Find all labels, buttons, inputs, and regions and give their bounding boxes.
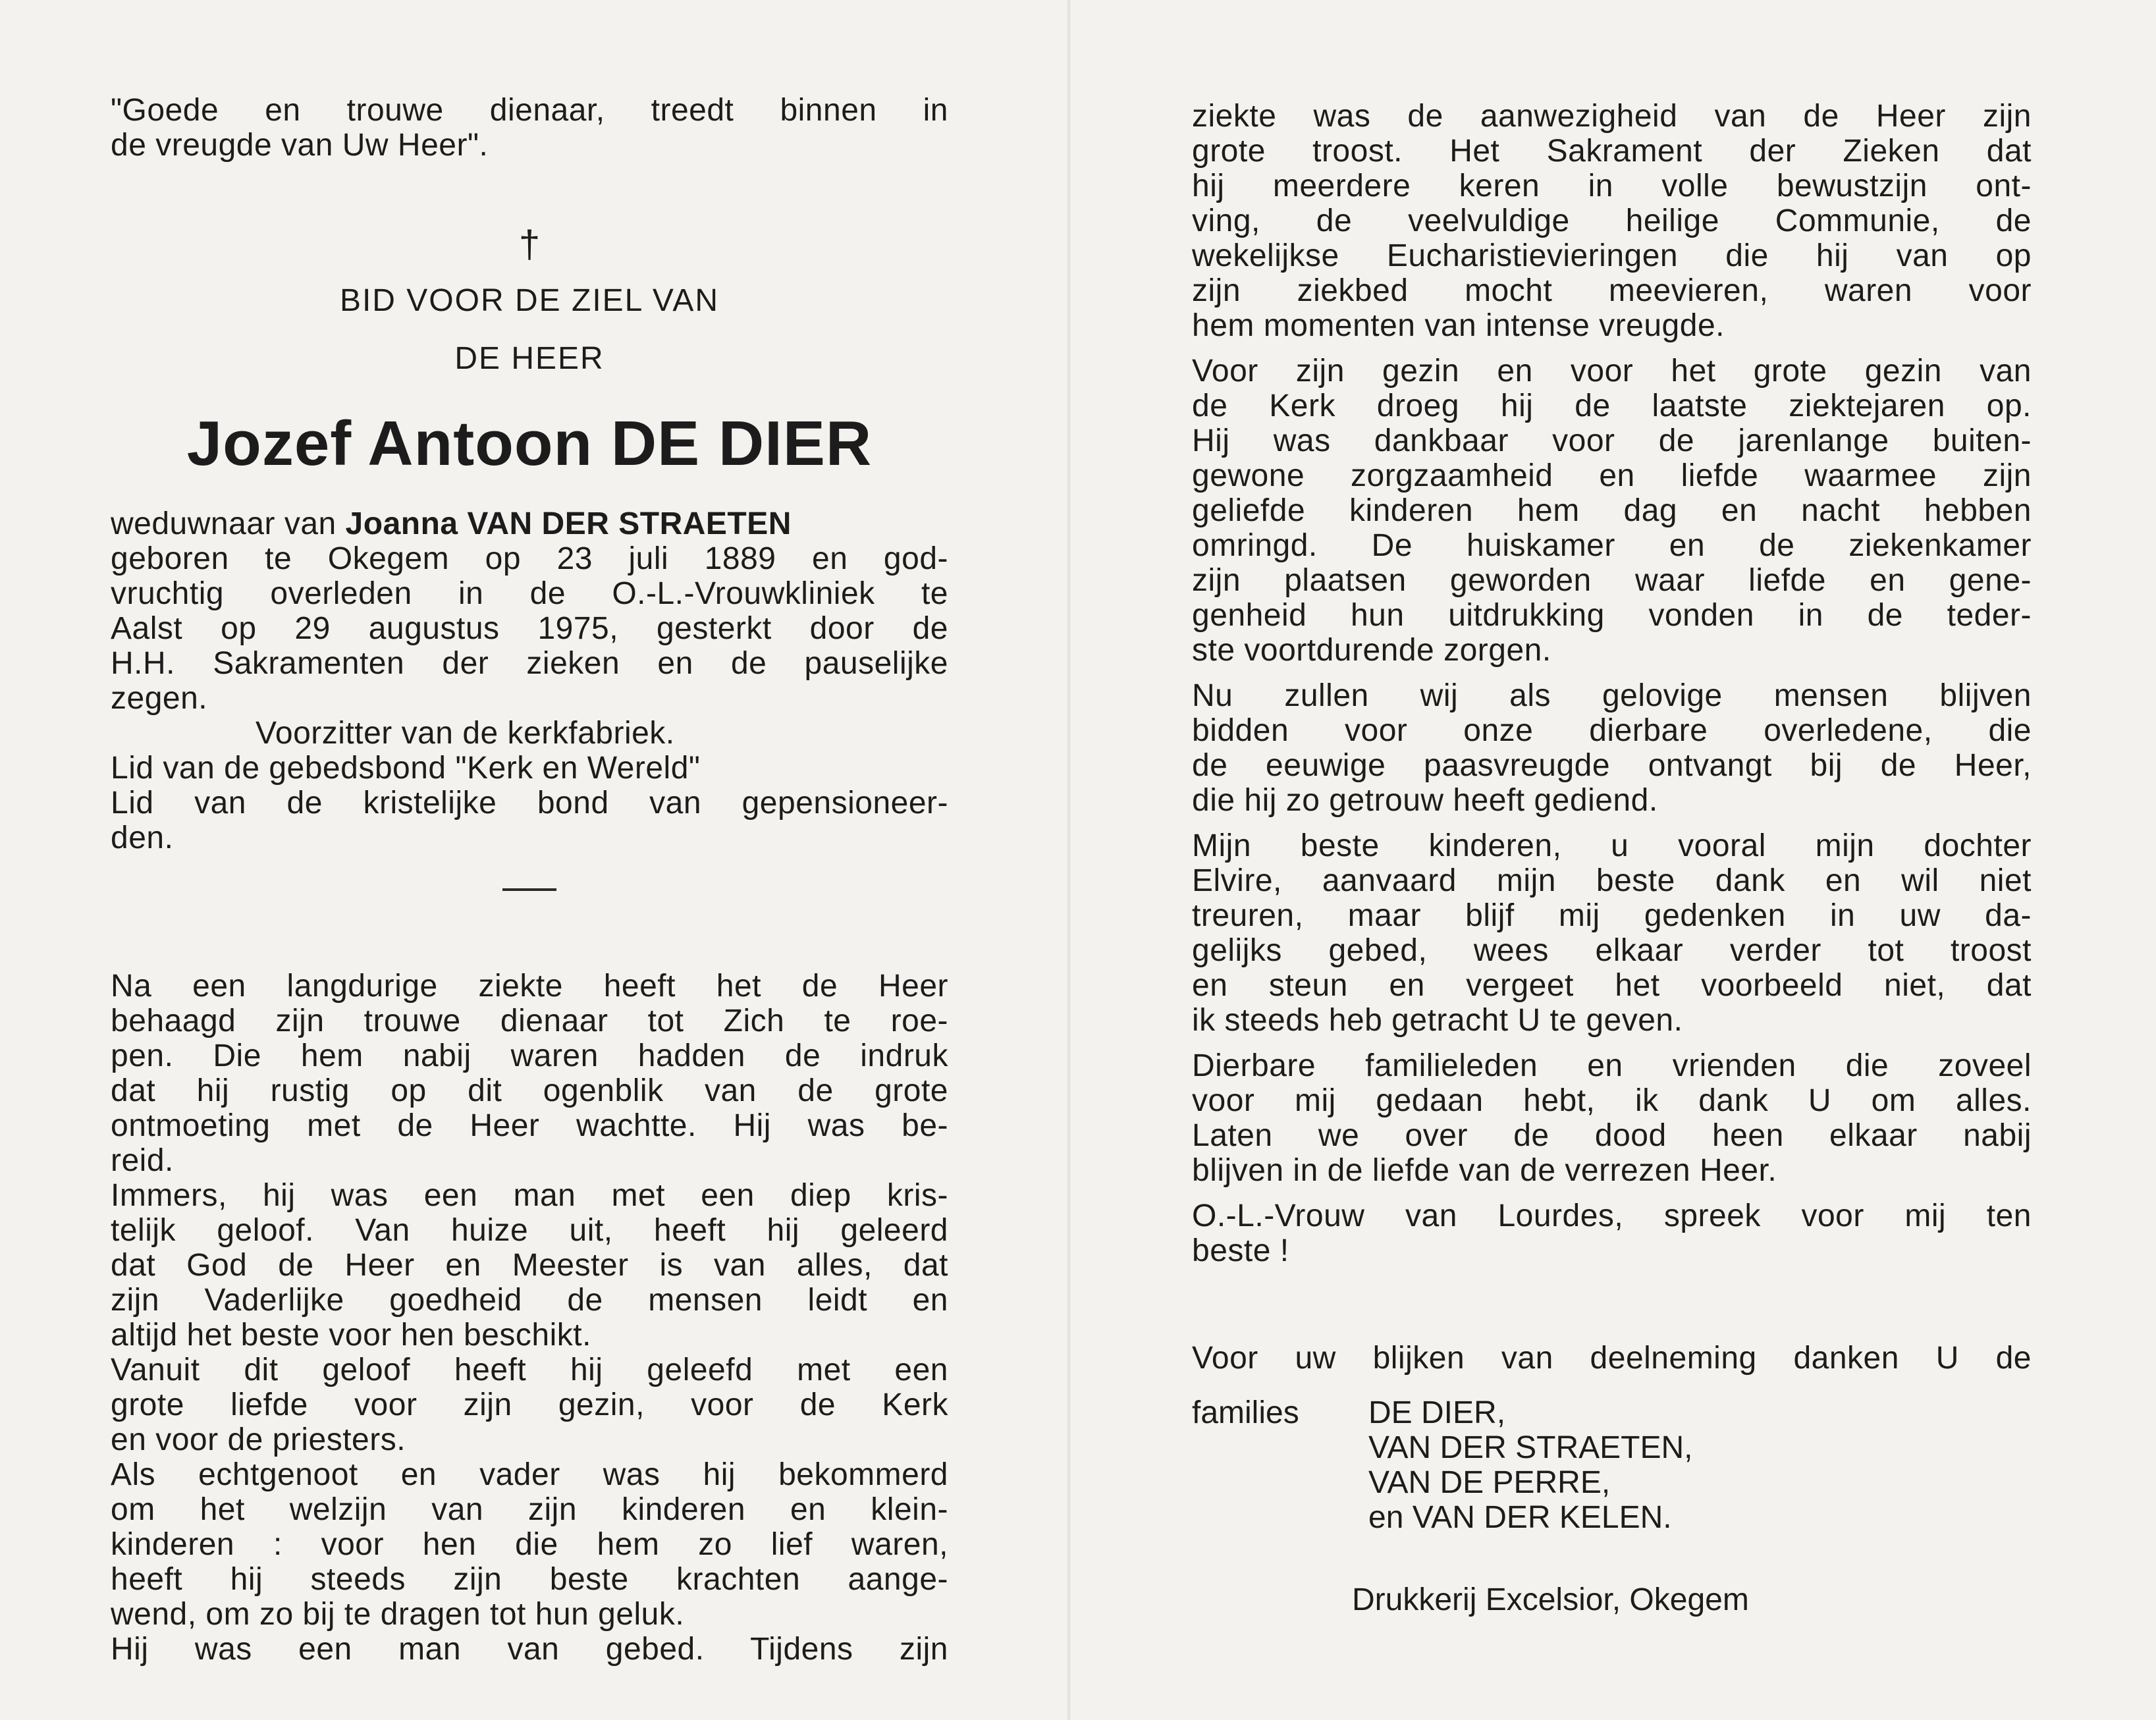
eulogy-line: heeft hij steeds zijn beste krachten aange- [111, 1562, 948, 1597]
paragraph-friends [1192, 1048, 2032, 1188]
left-panel [111, 0, 948, 1667]
text-line: Hij was dankbaar voor de jarenlange buiten- [1192, 423, 2032, 458]
thanks-line: Voor uw blijken van deelneming danken U de [1192, 1341, 2032, 1376]
quote-line: de vreugde van Uw Heer". [111, 128, 489, 163]
membership-line: Lid van de kristelijke bond van gepensioneer- [111, 786, 948, 820]
separator-rule [502, 888, 556, 891]
text-line: blijven in de liefde van de verrezen Heer. [1192, 1153, 1777, 1188]
text-line: en steun en vergeet het voorbeeld niet, dat [1192, 968, 2032, 1003]
eulogy-line: wend, om zo bij te dragen tot hun geluk. [111, 1597, 685, 1632]
eulogy-line: kinderen : voor hen die hem zo lief waren, [111, 1527, 948, 1562]
right-panel [1192, 0, 2032, 1617]
role-line: Voorzitter van de kerkfabriek. [256, 716, 675, 751]
eulogy-line: Als echtgenoot en vader was hij bekommerd [111, 1457, 948, 1492]
text-line: ste voortdurende zorgen. [1192, 633, 1551, 668]
text-line: omringd. De huiskamer en de ziekenkamer [1192, 528, 2032, 563]
eulogy-line: behaagd zijn trouwe dienaar tot Zich te roe- [111, 1004, 948, 1038]
text-line: ik steeds heb getracht U te geven. [1192, 1003, 1683, 1038]
eulogy-line: dat hij rustig op dit ogenblik van de grote [111, 1073, 948, 1108]
text-line: treuren, maar blijf mij gedenken in uw da- [1192, 898, 2032, 933]
eulogy-line: zijn Vaderlijke goedheid de mensen leidt en [111, 1283, 948, 1318]
text-line: grote troost. Het Sakrament der Zieken dat [1192, 134, 2032, 169]
widower-line [111, 506, 948, 541]
eulogy-line: Hij was een man van gebed. Tijdens zijn [111, 1632, 948, 1667]
paragraph-lourdes [1192, 1198, 2032, 1268]
text-line: de eeuwige paasvreugde ontvangt bij de Heer, [1192, 748, 2032, 783]
text-line: hij meerdere keren in volle bewustzijn ont- [1192, 169, 2032, 203]
biography [111, 506, 948, 855]
text-line: Elvire, aanvaard mijn beste dank en wil niet [1192, 863, 2032, 898]
text-line: hem momenten van intense vreugde. [1192, 308, 1725, 343]
eulogy-line: grote liefde voor zijn gezin, voor de Kerk [111, 1387, 948, 1422]
text-line: gewone zorgzaamheid en liefde waarmee zijn [1192, 458, 2032, 493]
eulogy-line: altijd het beste voor hen beschikt. [111, 1318, 591, 1353]
eulogy-line: Na een langdurige ziekte heeft het de Heer [111, 969, 948, 1004]
text-line: die hij zo getrouw heeft gediend. [1192, 783, 1658, 818]
card-fold [1067, 0, 1071, 1720]
paragraph-children [1192, 828, 2032, 1038]
eulogy-line: Immers, hij was een man met een diep kris- [111, 1178, 948, 1213]
eulogy-line: pen. Die hem nabij waren hadden de indruk [111, 1038, 948, 1073]
text-line: zijn ziekbed mocht meevieren, waren voor [1192, 273, 2032, 308]
eulogy-line: en voor de priesters. [111, 1422, 406, 1457]
text-line: genheid hun uitdrukking vonden in de teder- [1192, 598, 2032, 633]
bio-line: H.H. Sakramenten der zieken en de pauselijke [111, 646, 948, 681]
family-name: VAN DER STRAETEN, [1368, 1430, 1693, 1465]
text-line: O.-L.-Vrouw van Lourdes, spreek voor mij ten [1192, 1198, 2032, 1233]
paragraph-illness [1192, 99, 2032, 343]
eulogy-line: reid. [111, 1143, 174, 1178]
text-line: Voor zijn gezin en voor het grote gezin van [1192, 354, 2032, 389]
text-line: voor mij gedaan hebt, ik dank U om alles. [1192, 1083, 2032, 1118]
opening-quote [111, 93, 948, 163]
deceased-name: Jozef Antoon DE DIER [186, 408, 873, 479]
bio-line: Aalst op 29 augustus 1975, gesterkt door de [111, 611, 948, 646]
membership-line: Lid van de gebedsbond "Kerk en Wereld" [111, 751, 701, 786]
bio-line: vruchtig overleden in de O.-L.-Vrouwkliniek te [111, 576, 948, 611]
text-line: Dierbare familieleden en vrienden die zoveel [1192, 1048, 2032, 1083]
family-name: DE DIER, [1368, 1395, 1506, 1430]
eulogy-line: ontmoeting met de Heer wachtte. Hij was be- [111, 1108, 948, 1143]
text-line: ziekte was de aanwezigheid van de Heer zijn [1192, 99, 2032, 134]
bio-line: geboren te Okegem op 23 juli 1889 en god- [111, 541, 948, 576]
text-line: Nu zullen wij als gelovige mensen blijven [1192, 678, 2032, 713]
prayer-heading: BID VOOR DE ZIEL VAN [339, 283, 720, 318]
spouse-name: Joanna VAN DER STRAETEN [345, 506, 792, 541]
widower-prefix: weduwnaar van [111, 506, 346, 541]
text-line: bidden voor onze dierbare overledene, die [1192, 713, 2032, 748]
eulogy-line: om het welzijn van zijn kinderen en klein- [111, 1492, 948, 1527]
text-line: Laten we over de dood heen elkaar nabij [1192, 1118, 2032, 1153]
eulogy-line: telijk geloof. Van huize uit, heeft hij geleerd [111, 1213, 948, 1248]
eulogy-line: Vanuit dit geloof heeft hij geleefd met een [111, 1353, 948, 1387]
cross-icon: † [518, 223, 541, 266]
paragraph-prayer [1192, 678, 2032, 818]
text-line: Mijn beste kinderen, u vooral mijn dochter [1192, 828, 2032, 863]
family-name: en VAN DER KELEN. [1368, 1500, 1672, 1535]
eulogy-text [111, 969, 948, 1667]
text-line: wekelijkse Eucharistievieringen die hij van op [1192, 238, 2032, 273]
family-name: VAN DE PERRE, [1368, 1465, 1611, 1500]
eulogy-line: dat God de Heer en Meester is van alles, dat [111, 1248, 948, 1283]
text-line: de Kerk droeg hij de laatste ziektejaren op. [1192, 389, 2032, 423]
title-heading: DE HEER [454, 341, 605, 376]
text-line: ving, de veelvuldige heilige Communie, de [1192, 203, 2032, 238]
bio-line: zegen. [111, 681, 208, 716]
families-block [1192, 1395, 2032, 1535]
membership-line: den. [111, 820, 174, 855]
families-label: families [1192, 1395, 1299, 1430]
text-line: gelijks gebed, wees elkaar verder tot troost [1192, 933, 2032, 968]
quote-line: "Goede en trouwe dienaar, treedt binnen in [111, 93, 948, 128]
printer-credit: Drukkerij Excelsior, Okegem [1352, 1582, 1749, 1617]
paragraph-family [1192, 354, 2032, 668]
text-line: geliefde kinderen hem dag en nacht hebben [1192, 493, 2032, 528]
text-line: zijn plaatsen geworden waar liefde en gene- [1192, 563, 2032, 598]
families-first-row [1192, 1395, 2032, 1430]
text-line: beste ! [1192, 1233, 1289, 1268]
